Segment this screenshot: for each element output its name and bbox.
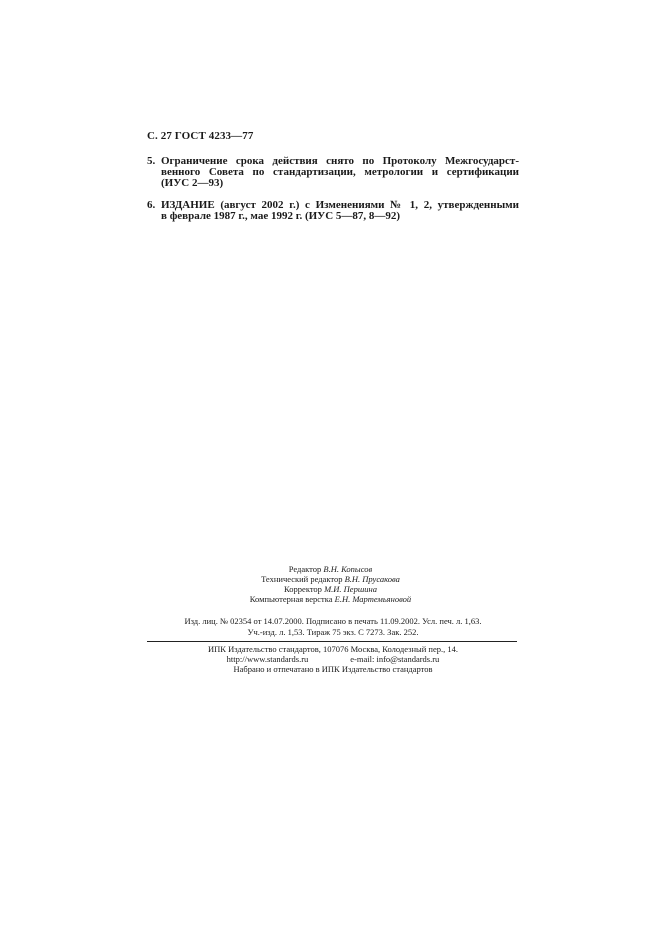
divider [147,641,517,642]
item-number: 6. [147,199,156,211]
note-item-5 [147,156,519,189]
publisher-address: ИПК Издательство стандартов, 107076 Москва, Колодезный пер., 14. [208,644,458,654]
publisher-email: e-mail: info@standards.ru [350,654,440,664]
credit-proofreader [0,584,661,594]
publisher-info [147,644,519,674]
credit-role: Корректор [284,584,322,594]
editorial-credits [0,564,661,604]
item-number: 5. [147,155,156,167]
publisher-website: http://www.standards.ru [226,654,309,664]
credit-role: Технический редактор [261,574,343,584]
note-item-6 [147,200,519,222]
print-imprint [147,616,519,638]
page-reference: С. 27 ГОСТ 4233—77 [147,130,254,142]
publisher-printing-note: Набрано и отпечатано в ИПК Издательство стандартов [233,664,433,674]
credit-layout [0,594,661,604]
credit-editor [0,564,661,574]
credit-person: В.Н. Прусакова [344,574,400,584]
imprint-line: Уч.-изд. л. 1,53. Тираж 75 экз. С 7273. Зак. 252. [247,627,419,637]
credit-person: М.И. Першина [324,584,377,594]
item-text-line: венного Совета по стандартизации, метрологии и сертификации [161,166,519,178]
credit-person: Е.Н. Мартемьяновой [334,594,412,604]
item-text-line: (ИУС 2—93) [161,177,224,189]
item-text-line: ИЗДАНИЕ (август 2002 г.) с Изменениями № 1, 2, утвержденными [161,199,519,211]
credit-role: Редактор [288,564,322,574]
credit-person: В.Н. Копысов [323,564,373,574]
publisher-contacts [147,654,519,664]
item-text-line: в феврале 1987 г., мае 1992 г. (ИУС 5—87, 8—92) [161,210,401,222]
credit-technical-editor [0,574,661,584]
imprint-line: Изд. лиц. № 02354 от 14.07.2000. Подписано в печать 11.09.2002. Усл. печ. л. 1,63. [184,616,482,626]
credit-role: Компьютерная верстка [249,594,333,604]
item-text-line: Ограничение срока действия снято по Протоколу Межгосударст- [161,155,519,167]
